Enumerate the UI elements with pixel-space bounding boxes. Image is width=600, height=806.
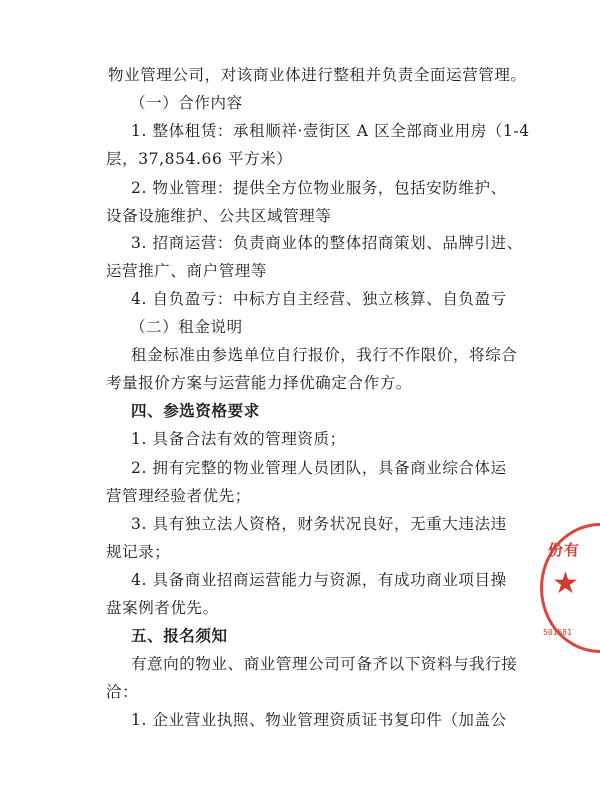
text-line-24: 1. 企业营业执照、物业管理资质证书复印件（加盖公 [131,711,507,729]
text-line-22: 有意向的物业、商业管理公司可备齐以下资料与我行接 [131,655,518,673]
text-line-8: 运营推广、商户管理等 [106,262,268,280]
text-line-4: 层，37,854.66 平方米） [106,150,293,168]
text-line-1: 物业管理公司，对该商业体进行整租并负责全面运营管理。 [108,66,527,84]
text-line-6: 设备设施维护、公共区域管理等 [106,207,332,225]
text-line-14: 1. 具备合法有效的管理资质； [131,430,346,448]
text-line-11: 租金标准由参选单位自行报价，我行不作限价，将综合 [131,346,518,364]
seal-top-text: 份有 [548,541,581,559]
text-line-2: （一）合作内容 [130,94,243,112]
text-line-15: 2. 拥有完整的物业管理人员团队，具备商业综合体运 [131,459,507,477]
company-seal-stamp [540,523,600,653]
text-line-20: 盘案例者优先。 [106,599,219,617]
text-line-10: （二）租金说明 [130,318,243,336]
section-heading-5: 五、报名须知 [131,626,228,645]
text-line-23: 洽： [106,683,139,701]
text-line-9: 4. 自负盈亏：中标方自主经营、独立核算、自负盈亏 [131,290,507,308]
text-line-18: 规记录； [106,543,171,561]
text-line-12: 考量报价方案与运营能力择优确定合作方。 [106,374,412,392]
text-line-17: 3. 具有独立法人资格，财务状况良好，无重大违法违 [131,515,507,533]
text-line-19: 4. 具备商业招商运营能力与资源，有成功商业项目操 [131,571,507,589]
section-heading-4: 四、参选资格要求 [131,401,260,420]
text-line-5: 2. 物业管理：提供全方位物业服务，包括安防维护、 [131,179,507,197]
star-icon: ★ [552,566,579,601]
text-line-3: 1. 整体租赁：承租顺祥·壹街区 A 区全部商业用房（1-4 [131,122,530,140]
seal-number: 501581 [543,628,572,637]
text-line-16: 营管理经验者优先； [106,487,251,505]
text-line-7: 3. 招商运营：负责商业体的整体招商策划、品牌引进、 [131,234,523,252]
